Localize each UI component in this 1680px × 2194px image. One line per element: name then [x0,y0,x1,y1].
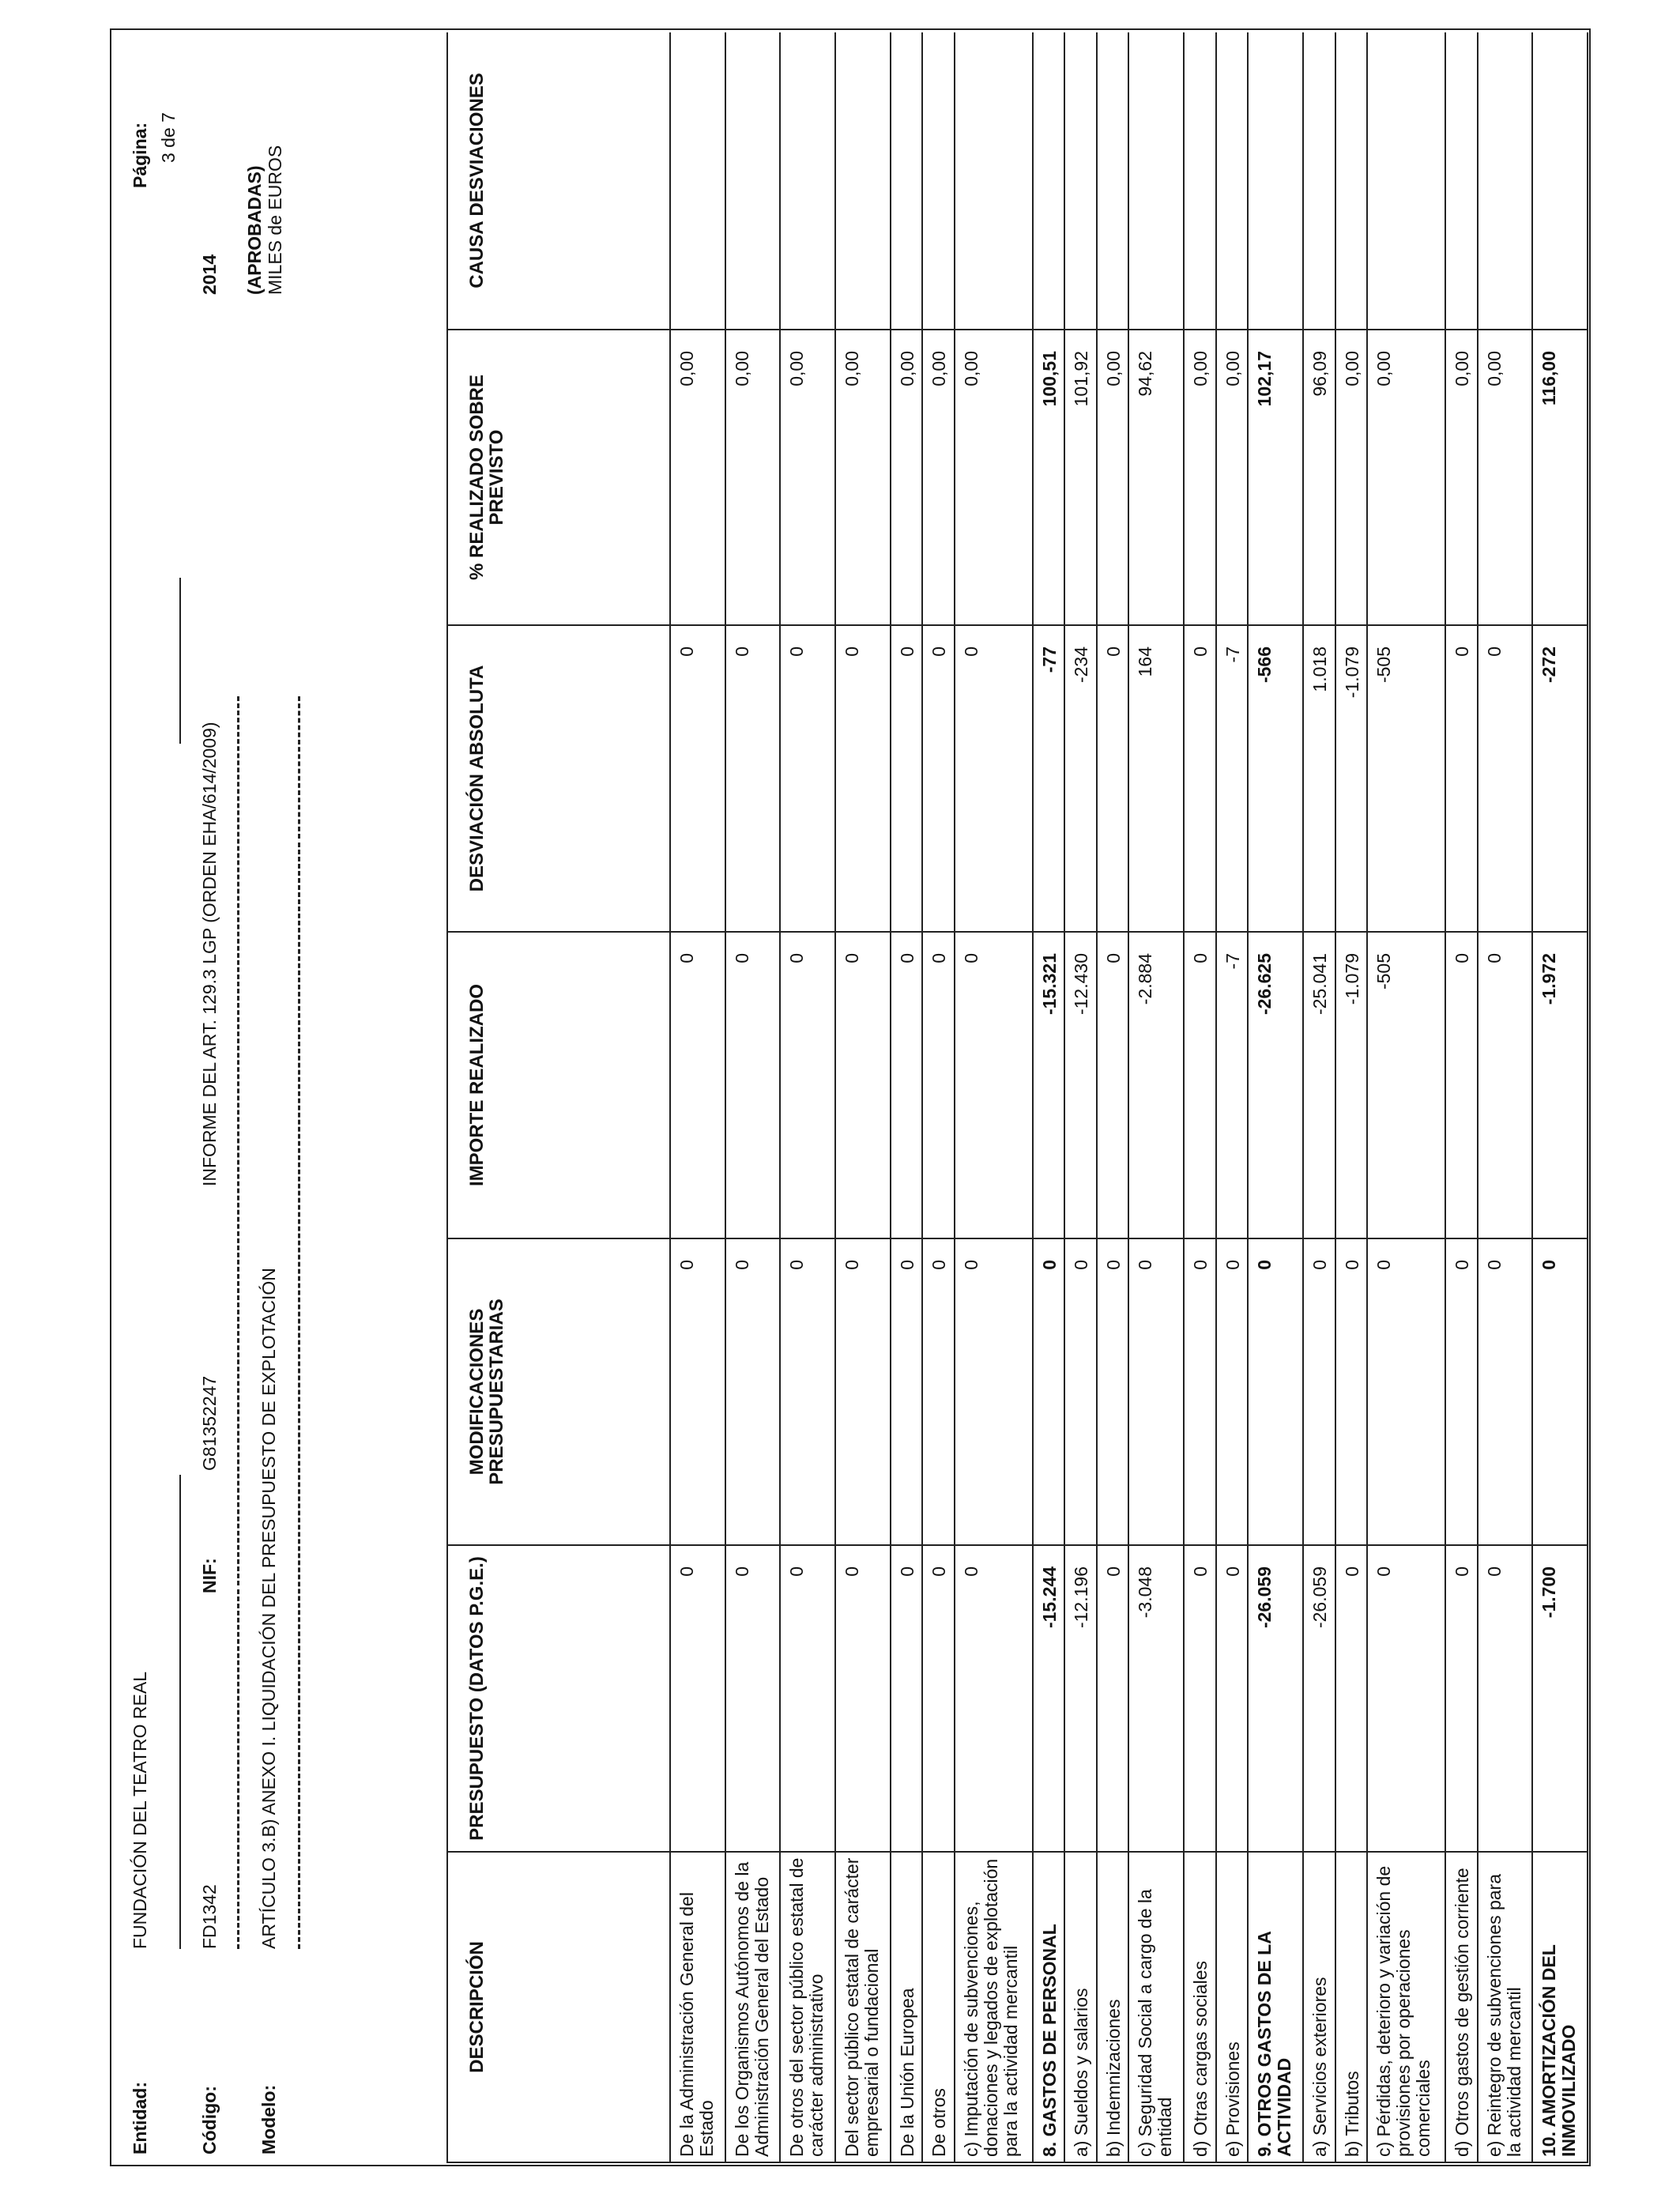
row-actual: -26.625 [1248,932,1303,1238]
row-deviation: -1.079 [1335,625,1368,932]
row-budget: 0 [1367,1545,1445,1852]
row-modifications: 0 [1478,1238,1533,1545]
row-deviation: -272 [1532,625,1588,932]
row-deviation: 0 [1445,625,1478,932]
nif-value: G81352247 [199,1375,220,1471]
row-description: De otros del sector público estatal de carácter administrativo [780,1852,835,2162]
row-description: De la Administración General del Estado [670,1852,725,2162]
row-budget: 0 [670,1545,725,1852]
row-description: c) Pérdidas, deterioro y variación de provisiones por operaciones comerciales [1367,1852,1445,2162]
row-actual: 0 [835,932,891,1238]
row-percent: 116,00 [1532,330,1588,625]
col-header-deviation: DESVIACIÓN ABSOLUTA [447,625,670,932]
dashed-line [237,1589,239,1949]
row-percent: 101,92 [1064,330,1097,625]
table-row [835,32,891,2162]
table-row [1367,32,1445,2162]
row-modifications: 0 [1033,1238,1065,1545]
page-value: 3 de 7 [158,112,179,163]
row-description: d) Otras cargas sociales [1184,1852,1216,2162]
col-header-percent: % REALIZADO SOBRE PREVISTO [447,330,670,625]
row-budget: -26.059 [1303,1545,1335,1852]
row-percent: 0,00 [955,330,1033,625]
row-description: c) Imputación de subvenciones, donaciones y legados de explotación para la actividad mercantil [955,1852,1033,2162]
row-actual: -15.321 [1033,932,1065,1238]
row-actual: 0 [922,932,955,1238]
row-cause [1335,32,1368,330]
dashed-line [237,696,239,1585]
table-row [1033,32,1065,2162]
row-percent: 0,00 [922,330,955,625]
row-description: b) Tributos [1335,1852,1368,2162]
row-budget: 0 [891,1545,923,1852]
row-modifications: 0 [1532,1238,1588,1545]
status: (APROBADAS) [244,165,265,295]
row-percent: 100,51 [1033,330,1065,625]
row-cause [955,32,1033,330]
row-cause [1033,32,1065,330]
row-cause [1184,32,1216,330]
row-budget: 0 [780,1545,835,1852]
report-title: INFORME DEL ART. 129.3 LGP (ORDEN EHA/614/2009) [199,722,220,1186]
row-cause [1216,32,1249,330]
row-percent: 94,62 [1128,330,1184,625]
row-deviation: 0 [725,625,781,932]
row-deviation: 1.018 [1303,625,1335,932]
row-modifications: 0 [1248,1238,1303,1545]
table-row [1478,32,1533,2162]
table-row [891,32,923,2162]
row-actual: 0 [1478,932,1533,1238]
model-label: Modelo: [258,2084,279,2154]
row-description: De los Organismos Autónomos de la Administración General del Estado [725,1852,781,2162]
row-cause [1367,32,1445,330]
table-row [1532,32,1588,2162]
row-percent: 96,09 [1303,330,1335,625]
table-header-row [447,32,670,2162]
row-modifications: 0 [1128,1238,1184,1545]
row-cause [1445,32,1478,330]
row-modifications: 0 [1184,1238,1216,1545]
row-budget: -26.059 [1248,1545,1303,1852]
row-actual: 0 [780,932,835,1238]
row-description: e) Provisiones [1216,1852,1249,2162]
row-description: a) Sueldos y salarios [1064,1852,1097,2162]
row-deviation: -505 [1367,625,1445,932]
table-row [955,32,1033,2162]
entity-value: FUNDACIÓN DEL TEATRO REAL [130,1671,150,1949]
row-description: De otros [922,1852,955,2162]
row-cause [1064,32,1097,330]
row-description: c) Seguridad Social a cargo de la entidad [1128,1852,1184,2162]
row-percent: 102,17 [1248,330,1303,625]
row-actual: 0 [1445,932,1478,1238]
row-cause [670,32,725,330]
row-budget: 0 [1335,1545,1368,1852]
table-row [1445,32,1478,2162]
row-cause [1097,32,1129,330]
row-cause [1128,32,1184,330]
row-actual: 0 [1184,932,1216,1238]
row-actual: 0 [670,932,725,1238]
row-description: 10. AMORTIZACIÓN DEL INMOVILIZADO [1532,1852,1588,2162]
row-percent: 0,00 [835,330,891,625]
col-header-actual: IMPORTE REALIZADO [447,932,670,1238]
row-modifications: 0 [1216,1238,1249,1545]
code-label: Código: [199,2086,220,2154]
header-rule [179,1475,181,1949]
row-actual: -7 [1216,932,1249,1238]
row-actual: -1.079 [1335,932,1368,1238]
row-percent: 0,00 [1184,330,1216,625]
col-header-cause: CAUSA DESVIACIONES [447,32,670,330]
row-budget: -12.196 [1064,1545,1097,1852]
row-budget: 0 [1445,1545,1478,1852]
row-cause [780,32,835,330]
units: MILES de EUROS [265,145,285,295]
row-actual: -505 [1367,932,1445,1238]
nif-label: NIF: [199,1558,220,1593]
row-modifications: 0 [780,1238,835,1545]
row-cause [1248,32,1303,330]
row-modifications: 0 [1064,1238,1097,1545]
header-rule-right [179,578,181,744]
row-cause [1303,32,1335,330]
row-budget: 0 [1097,1545,1129,1852]
row-cause [891,32,923,330]
row-cause [1478,32,1533,330]
col-header-modifications: MODIFICACIONES PRESUPUESTARIAS [447,1238,670,1545]
row-description: d) Otros gastos de gestión corriente [1445,1852,1478,2162]
row-actual: -2.884 [1128,932,1184,1238]
row-description: a) Servicios exteriores [1303,1852,1335,2162]
row-percent: 0,00 [1445,330,1478,625]
row-deviation: -77 [1033,625,1065,932]
row-budget: 0 [955,1545,1033,1852]
row-description: 8. GASTOS DE PERSONAL [1033,1852,1065,2162]
table-row [1128,32,1184,2162]
row-description: b) Indemnizaciones [1097,1852,1129,2162]
model-value: ARTÍCULO 3.B) ANEXO I. LIQUIDACIÓN DEL PRESUPUESTO DE EXPLOTACIÓN [258,1268,279,1949]
row-actual: -25.041 [1303,932,1335,1238]
row-deviation: -234 [1064,625,1097,932]
row-budget: 0 [835,1545,891,1852]
row-percent: 0,00 [891,330,923,625]
row-percent: 0,00 [1367,330,1445,625]
row-deviation: 0 [780,625,835,932]
table-row [1216,32,1249,2162]
row-description: De la Unión Europea [891,1852,923,2162]
row-description: e) Reintegro de subvenciones para la actividad mercantil [1478,1852,1533,2162]
row-modifications: 0 [955,1238,1033,1545]
table-row [1184,32,1216,2162]
row-percent: 0,00 [1097,330,1129,625]
row-actual: 0 [891,932,923,1238]
row-cause [835,32,891,330]
row-budget: 0 [1478,1545,1533,1852]
row-deviation: 0 [1478,625,1533,932]
row-deviation: 0 [1097,625,1129,932]
dashed-line [298,843,300,1949]
row-percent: 0,00 [1216,330,1249,625]
row-deviation: 164 [1128,625,1184,932]
table-row [1248,32,1303,2162]
row-modifications: 0 [1445,1238,1478,1545]
dashed-line [298,696,300,839]
table-row [670,32,725,2162]
row-deviation: 0 [1184,625,1216,932]
row-modifications: 0 [725,1238,781,1545]
row-percent: 0,00 [725,330,781,625]
row-budget: -3.048 [1128,1545,1184,1852]
table-body [670,32,1588,2162]
row-modifications: 0 [835,1238,891,1545]
code-value: FD1342 [199,1884,220,1949]
row-description: 9. OTROS GASTOS DE LA ACTIVIDAD [1248,1852,1303,2162]
row-modifications: 0 [1097,1238,1129,1545]
row-budget: 0 [1216,1545,1249,1852]
row-percent: 0,00 [780,330,835,625]
row-description: Del sector público estatal de carácter empresarial o fundacional [835,1852,891,2162]
row-actual: -12.430 [1064,932,1097,1238]
col-header-budget: PRESUPUESTO (DATOS P.G.E.) [447,1545,670,1852]
row-deviation: 0 [955,625,1033,932]
row-deviation: 0 [922,625,955,932]
row-deviation: 0 [891,625,923,932]
table-row [1097,32,1129,2162]
row-budget: 0 [1184,1545,1216,1852]
row-deviation: 0 [835,625,891,932]
row-modifications: 0 [1303,1238,1335,1545]
row-budget: 0 [922,1545,955,1852]
budget-table [446,32,1588,2163]
table-row [1064,32,1097,2162]
row-actual: 0 [1097,932,1129,1238]
row-budget: -1.700 [1532,1545,1588,1852]
row-budget: -15.244 [1033,1545,1065,1852]
row-modifications: 0 [1367,1238,1445,1545]
row-deviation: -566 [1248,625,1303,932]
year: 2014 [199,254,220,295]
row-modifications: 0 [891,1238,923,1545]
col-header-description: DESCRIPCIÓN [447,1852,670,2162]
row-cause [1532,32,1588,330]
row-deviation: -7 [1216,625,1249,932]
row-percent: 0,00 [1335,330,1368,625]
row-cause [725,32,781,330]
table-row [1303,32,1335,2162]
row-modifications: 0 [922,1238,955,1545]
row-budget: 0 [725,1545,781,1852]
row-percent: 0,00 [1478,330,1533,625]
row-modifications: 0 [1335,1238,1368,1545]
table-row [725,32,781,2162]
table-row [922,32,955,2162]
row-actual: 0 [725,932,781,1238]
table-row [780,32,835,2162]
row-deviation: 0 [670,625,725,932]
row-actual: 0 [955,932,1033,1238]
table-row [1335,32,1368,2162]
row-cause [922,32,955,330]
row-percent: 0,00 [670,330,725,625]
row-modifications: 0 [670,1238,725,1545]
row-actual: -1.972 [1532,932,1588,1238]
page-label: Página: [130,122,150,188]
entity-label: Entidad: [130,2082,150,2154]
